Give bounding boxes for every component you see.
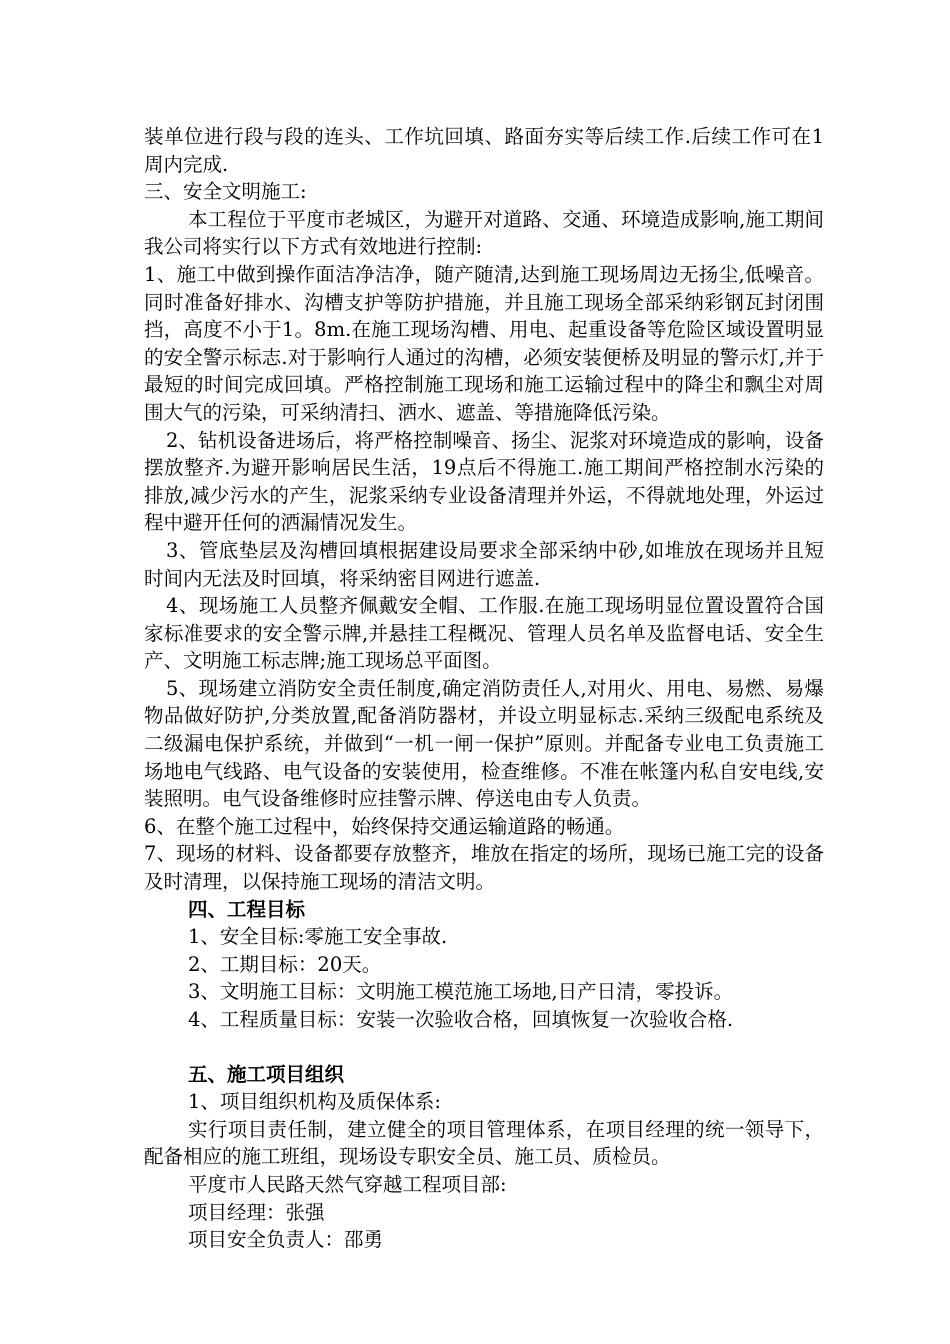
paragraph-continuation: 装单位进行段与段的连头、工作坑回填、路面夯实等后续工作.后续工作可在1周内完成. (144, 125, 824, 176)
section-heading-4: 四、工程目标 (188, 897, 306, 921)
goal-item-4: 4、工程质量目标：安装一次验收合格，回填恢复一次验收合格. (188, 1008, 734, 1031)
list-item-4: 4、现场施工人员整齐佩戴安全帽、工作服.在施工现场明显位置设置符合国家标准要求的安全警示牌,并悬挂工程概况、管理人员名单及监督电话、安全生产、文明施工标志牌;施工现场总平面图。 (144, 594, 824, 673)
document-body (144, 123, 824, 1254)
list-item-6: 6、在整个施工过程中，始终保持交通运输道路的畅通。 (144, 814, 625, 838)
list-item-7: 7、现场的材料、设备都要存放整齐，堆放在指定的场所，现场已施工完的设备及时清理，以保持施工现场的清洁文明。 (144, 842, 824, 894)
org-item-1: 1、项目组织机构及质保体系: (188, 1090, 441, 1114)
spacer (144, 1034, 824, 1061)
section-heading-3: 三、安全文明施工: (144, 180, 307, 204)
goal-item-1: 1、安全目标:零施工安全事故. (188, 925, 448, 949)
org-paragraph: 实行项目责任制，建立健全的项目管理体系，在项目经理的统一领导下，配备相应的施工班组，现场设专职安全员、施工员、质检员。 (144, 1117, 824, 1169)
list-item-5: 5、现场建立消防安全责任制度,确定消防责任人,对用火、用电、易燃、易爆物品做好防护,分类放置,配备消防器材，并设立明显标志.采纳三级配电系统及二级漏电保护系统，并做到“一机一闸一保护”原则。并配备专业电工负责施工场地电气线路、电气设备的安装使用，检查维修。不准在帐篷内私自安电线,安装照明。电气设备维修时应挂警示牌、停送电由专人负责。 (144, 676, 824, 811)
project-department: 平度市人民路天然气穿越工程项目部: (188, 1172, 507, 1196)
goal-item-2: 2、工期目标：20天。 (188, 952, 382, 976)
list-item-1: 1、施工中做到操作面洁净洁净，随产随清,达到施工现场周边无扬尘,低噪音。同时准备好排水、沟槽支护等防护措施，并且施工现场全部采纳彩钢瓦封闭围挡，高度不小于1。8m.在施工现场沟槽、用电、起重设备等危险区域设置明显的安全警示标志.对于影响行人通过的沟槽，必须安装便桥及明显的警示灯,并于最短的时间完成回填。严格控制施工现场和施工运输过程中的降尘和飘尘对周围大气的污染，可采纳清扫、洒水、遮盖、等措施降低污染。 (144, 262, 824, 424)
project-manager: 项目经理：张强 (188, 1200, 325, 1224)
section-heading-5: 五、施工项目组织 (188, 1062, 345, 1086)
list-item-3: 3、管底垫层及沟槽回填根据建设局要求全部采纳中砂,如堆放在现场并且短时间内无法及时回填，将采纳密目网进行遮盖. (144, 538, 824, 590)
list-item-2: 2、钻机设备进场后，将严格控制噪音、扬尘、泥浆对环境造成的影响，设备摆放整齐.为避开影响居民生活，19点后不得施工.施工期间严格控制水污染的排放,减少污水的产生，泥浆采纳专业设备清理并外运，不得就地处理，外运过程中避开任何的洒漏情况发生。 (144, 428, 824, 535)
paragraph-intro: 本工程位于平度市老城区，为避开对道路、交通、环境造成影响,施工期间我公司将实行以下方式有效地进行控制: (144, 207, 824, 259)
safety-manager: 项目安全负责人：邵勇 (188, 1228, 384, 1252)
goal-item-3: 3、文明施工目标：文明施工模范施工场地,日产日清，零投诉。 (188, 980, 734, 1004)
